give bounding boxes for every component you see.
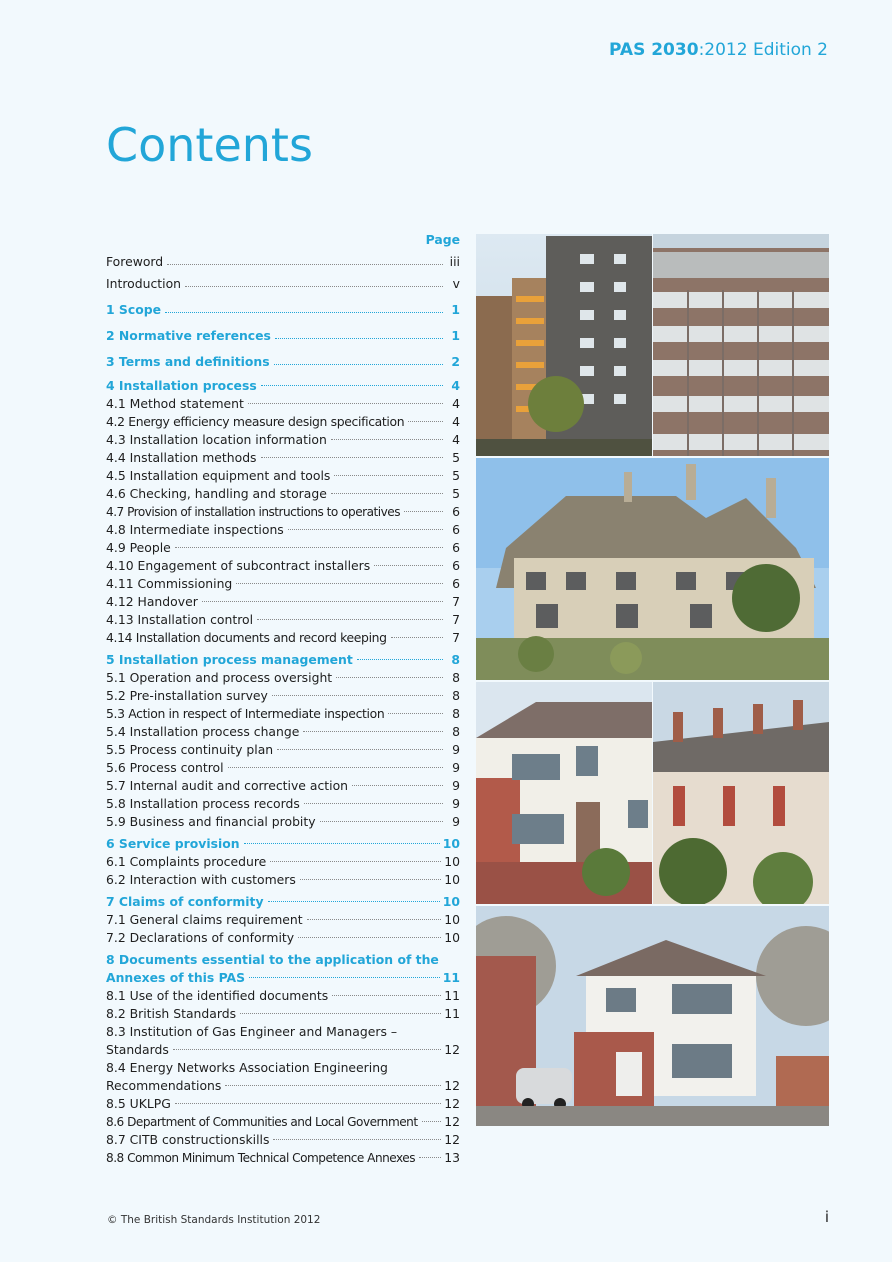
toc-section-entry[interactable] [106,835,460,853]
toc-dot-leader [388,713,443,714]
toc-section-entry[interactable] [106,969,460,987]
toc-dot-leader [304,803,443,804]
toc-entry-page: 10 [442,894,460,909]
toc-entry-label: 8.6 Department of Communities and Local Government [106,1115,418,1129]
toc-entry-page: 9 [452,796,460,811]
toc-entry[interactable] [106,929,460,947]
toc-entry-label: 4.14 Installation documents and record keeping [106,630,387,645]
toc-dot-leader [391,637,443,638]
photo-terraced-houses [653,682,829,904]
toc-entry[interactable] [106,557,460,575]
toc-entry-label: 4.5 Installation equipment and tools [106,468,331,483]
toc-entry-page: 1 [451,302,460,317]
toc-dot-leader [173,1049,441,1050]
toc-entry-page: v [452,276,460,291]
photo-tower-blocks [476,234,652,456]
toc-section-entry[interactable] [106,951,460,969]
toc-entry-page: 5 [452,450,460,465]
toc-entry-label: Recommendations [106,1078,222,1093]
toc-section-entry[interactable] [106,651,460,669]
toc-entry-page: 11 [444,988,460,1003]
toc-entry-page: 10 [444,872,460,887]
toc-entry-page: 7 [452,630,460,645]
toc-entry[interactable] [106,911,460,929]
standard-code: PAS 2030 [609,40,699,60]
toc-entry-page: 7 [452,612,460,627]
toc-entry-page: 6 [452,576,460,591]
toc-entry-label: 5.3 Action in respect of Intermediate inspection [106,706,385,721]
toc-entry-label: 8.8 Common Minimum Technical Competence Annexes [106,1151,416,1165]
toc-entry[interactable] [106,431,460,449]
toc-entry-page: 4 [451,378,460,393]
toc-entry[interactable] [106,503,460,521]
toc-entry[interactable] [106,813,460,831]
toc-entry-page: 8 [451,652,460,667]
toc-entry[interactable] [106,467,460,485]
toc-entry[interactable] [106,449,460,467]
toc-dot-leader [422,1121,442,1122]
toc-entry-page: 9 [452,742,460,757]
toc-entry-label: 6.2 Interaction with customers [106,872,296,887]
toc-entry-page: 11 [442,970,460,985]
toc-entry-label: 5.8 Installation process records [106,796,300,811]
toc-entry[interactable] [106,1041,460,1059]
toc-entry-label: 7.2 Declarations of conformity [106,930,295,945]
toc-entry[interactable] [106,521,460,539]
toc-entry-page: 9 [452,778,460,793]
photo-stone-house [476,458,829,680]
toc-entry-page: 8 [452,724,460,739]
toc-entry-page: 8 [452,670,460,685]
toc-entry-label: 5.1 Operation and process oversight [106,670,333,685]
toc-entry[interactable] [106,1077,460,1095]
toc-entry-label: 5.4 Installation process change [106,724,300,739]
toc-entry-label: 4.4 Installation methods [106,450,257,465]
toc-entry-page: 5 [452,468,460,483]
toc-dot-leader [175,547,443,548]
toc-dot-leader [275,338,443,339]
toc-entry-label: 8.1 Use of the identified documents [106,988,329,1003]
toc-entry[interactable] [106,413,460,431]
toc-section-entry[interactable] [106,351,460,373]
toc-entry[interactable] [106,1113,460,1131]
toc-entry[interactable] [106,871,460,889]
toc-entry-page: 8 [452,688,460,703]
toc-entry[interactable] [106,539,460,557]
toc-entry-page: 1 [451,328,460,343]
toc-entry-page: 4 [452,414,460,429]
toc-dot-leader [277,749,443,750]
toc-entry-page: 12 [444,1096,460,1111]
toc-entry-page: 4 [452,396,460,411]
toc-entry-label: Annexes of this PAS [106,970,246,985]
toc-entry-page: 10 [444,930,460,945]
toc-entry-page: 9 [452,814,460,829]
toc-entry[interactable] [106,687,460,705]
toc-entry[interactable] [106,1005,460,1023]
toc-dot-leader [272,695,443,696]
toc-dot-leader [404,511,443,512]
toc-entry-label: 4.12 Handover [106,594,198,609]
toc-dot-leader [320,821,443,822]
toc-dot-leader [307,919,442,920]
toc-dot-leader [408,421,443,422]
toc-dot-leader [249,977,440,978]
toc-entry-page: 10 [444,854,460,869]
toc-dot-leader [257,619,443,620]
toc-entry[interactable] [106,629,460,647]
toc-entry-label: 4.3 Installation location information [106,432,327,447]
toc-entry-label: 4.1 Method statement [106,396,244,411]
toc-entry[interactable] [106,669,460,687]
photo-collage [476,234,829,1126]
toc-dot-leader [202,601,443,602]
toc-entry[interactable] [106,777,460,795]
toc-entry[interactable] [106,575,460,593]
standard-edition: :2012 Edition 2 [698,40,828,60]
toc-entry-page: 12 [444,1114,460,1129]
toc-dot-leader [167,264,443,265]
toc-entry-label: 5.7 Internal audit and corrective action [106,778,348,793]
photo-semi-detached [476,682,652,904]
toc-section-entry[interactable] [106,325,460,347]
photo-office-block [653,234,829,456]
toc-dot-leader [268,901,440,902]
toc-dot-leader [374,565,443,566]
toc-entry-label: 1 Scope [106,302,161,317]
toc-entry[interactable] [106,593,460,611]
toc-dot-leader [303,731,443,732]
toc-dot-leader [332,995,441,996]
toc-dot-leader [300,879,441,880]
toc-entry-label: 4.11 Commissioning [106,576,233,591]
toc-entry-label: 5.9 Business and financial probity [106,814,316,829]
toc-entry-page: 6 [452,504,460,519]
toc-dot-leader [331,439,443,440]
toc-entry-label: Foreword [106,254,164,269]
toc-entry-page: 5 [452,486,460,501]
toc-entry[interactable] [106,1095,460,1113]
toc-entry[interactable] [106,795,460,813]
toc-entry-page: 9 [452,760,460,775]
toc-entry-label: 4.13 Installation control [106,612,254,627]
page-column-label: Page [425,232,460,247]
toc-entry-label: 5.2 Pre-installation survey [106,688,268,703]
toc-dot-leader [352,785,443,786]
toc-entry-label: 2 Normative references [106,328,271,343]
toc-entry[interactable] [106,273,460,295]
toc-dot-leader [228,767,443,768]
toc-dot-leader [261,457,443,458]
toc-dot-leader [244,843,440,844]
toc-entry-label: 4 Installation process [106,378,257,393]
toc-dot-leader [273,1139,441,1140]
toc-dot-leader [270,861,441,862]
toc-entry-page: 8 [452,706,460,721]
toc-entry[interactable] [106,853,460,871]
toc-entry-page: 6 [452,540,460,555]
toc-entry[interactable] [106,1059,460,1077]
toc-entry[interactable] [106,705,460,723]
toc-dot-leader [357,659,443,660]
toc-entry[interactable] [106,485,460,503]
toc-entry-page: 13 [444,1150,460,1165]
toc-entry[interactable] [106,1023,460,1041]
toc-entry-label: Standards [106,1042,169,1057]
toc-dot-leader [165,312,443,313]
toc-entry[interactable] [106,741,460,759]
toc-dot-leader [175,1103,441,1104]
toc-entry[interactable] [106,723,460,741]
toc-entry-page: 6 [452,522,460,537]
toc-entry[interactable] [106,987,460,1005]
toc-entry-label: 8.3 Institution of Gas Engineer and Managers – [106,1024,398,1039]
toc-entry-page: 10 [444,912,460,927]
toc-entry-page: iii [449,254,460,269]
table-of-contents [106,229,460,1167]
toc-dot-leader [261,385,443,386]
toc-entry-page: 2 [451,354,460,369]
toc-entry-page: 4 [452,432,460,447]
toc-entry-label: 3 Terms and definitions [106,354,270,369]
toc-entry-label: 4.10 Engagement of subcontract installers [106,558,371,573]
toc-entry[interactable] [106,395,460,413]
toc-entry[interactable] [106,611,460,629]
toc-dot-leader [274,364,443,365]
toc-entry-page: 12 [444,1078,460,1093]
toc-dot-leader [225,1085,441,1086]
page-title: Contents [106,118,313,172]
toc-entry-page: 11 [444,1006,460,1021]
toc-dot-leader [236,583,443,584]
toc-entry-label: 4.7 Provision of installation instructions to operatives [106,505,401,519]
toc-dot-leader [298,937,441,938]
toc-entry[interactable] [106,759,460,777]
toc-entry-label: 8.5 UKLPG [106,1096,171,1111]
toc-dot-leader [288,529,443,530]
toc-entry-page: 6 [452,558,460,573]
toc-dot-leader [334,475,443,476]
toc-entry-label: 4.2 Energy efficiency measure design specification [106,414,405,429]
toc-entry-label: 5 Installation process management [106,652,353,667]
toc-dot-leader [419,1157,441,1158]
toc-section-entry[interactable] [106,893,460,911]
toc-entry-label: 8.4 Energy Networks Association Engineering [106,1060,388,1075]
toc-dot-leader [240,1013,441,1014]
page-number: i [824,1208,829,1226]
toc-entry[interactable] [106,1149,460,1167]
toc-entry-label: 6.1 Complaints procedure [106,854,267,869]
toc-section-entry[interactable] [106,377,460,395]
toc-dot-leader [331,493,443,494]
copyright-notice: © The British Standards Institution 2012 [107,1214,321,1226]
photo-detached-house [476,906,829,1126]
toc-entry-page: 12 [444,1042,460,1057]
toc-entry-page: 10 [442,836,460,851]
toc-entry-label: 8.2 British Standards [106,1006,237,1021]
toc-entry-label: 8 Documents essential to the application of the [106,952,439,967]
toc-dot-leader [248,403,443,404]
toc-entry-page: 7 [452,594,460,609]
toc-entry-label: Introduction [106,276,182,291]
document-header [609,40,828,60]
toc-entry-label: 5.6 Process control [106,760,224,775]
toc-section-entry[interactable] [106,299,460,321]
toc-entry-label: 4.9 People [106,540,171,555]
toc-entry-label: 4.6 Checking, handling and storage [106,486,327,501]
toc-entry-label: 7 Claims of conformity [106,894,264,909]
toc-dot-leader [185,286,443,287]
toc-entry[interactable] [106,1131,460,1149]
toc-entry-label: 5.5 Process continuity plan [106,742,274,757]
toc-dot-leader [336,677,443,678]
toc-entry-label: 4.8 Intermediate inspections [106,522,284,537]
toc-entry-label: 8.7 CITB constructionskills [106,1132,270,1147]
toc-entry-label: 6 Service provision [106,836,240,851]
toc-entry[interactable] [106,251,460,273]
toc-entry-page: 12 [444,1132,460,1147]
toc-entry-label: 7.1 General claims requirement [106,912,303,927]
